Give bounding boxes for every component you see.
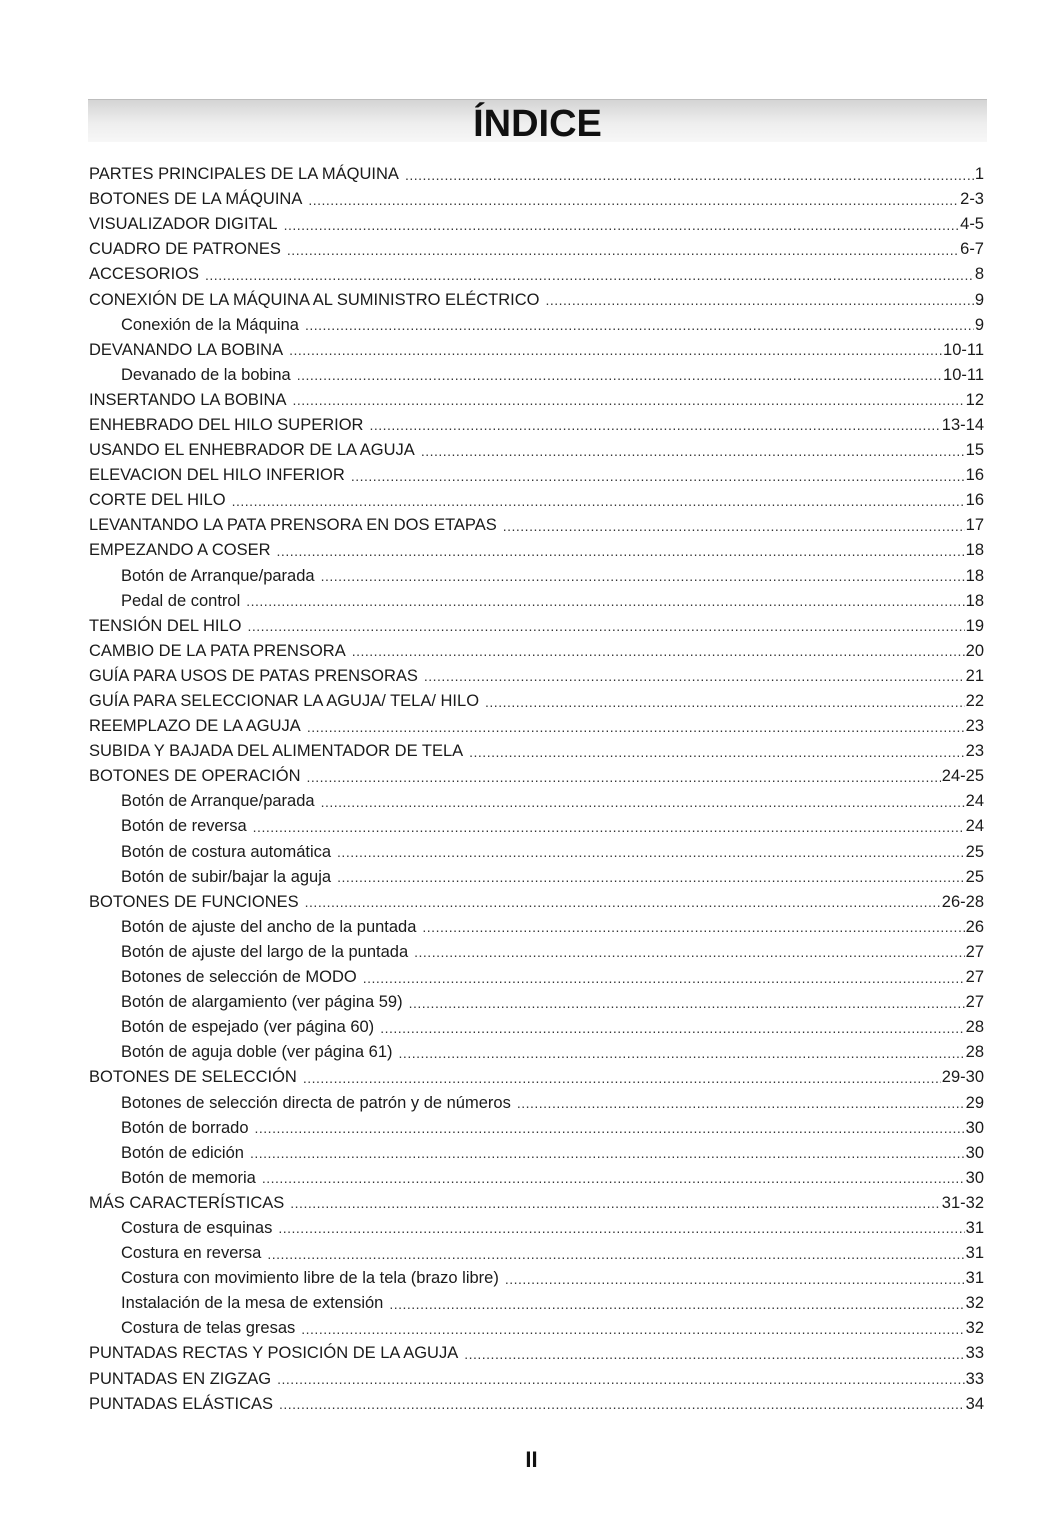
toc-entry — [89, 1341, 984, 1366]
toc-dot-leader — [545, 291, 973, 309]
toc-entry — [89, 764, 984, 789]
toc-entry-page: 16 — [965, 491, 984, 510]
toc-dot-leader — [505, 1270, 965, 1288]
toc-entry-label: DEVANANDO LA BOBINA — [89, 340, 284, 359]
toc-entry-page: 28 — [965, 1018, 984, 1037]
toc-subentry — [89, 814, 984, 839]
toc-entry-label: ACCESORIOS — [89, 265, 200, 284]
toc-entry-label: BOTONES DE OPERACIÓN — [89, 767, 301, 786]
toc-entry-label: MÁS CARACTERÍSTICAS — [89, 1193, 285, 1212]
toc-subentry — [89, 940, 984, 965]
toc-dot-leader — [321, 567, 965, 585]
toc-dot-leader — [301, 1320, 964, 1338]
toc-entry-label: Devanado de la bobina — [121, 365, 291, 384]
toc-entry-page: 34 — [965, 1394, 984, 1413]
toc-dot-leader — [255, 1119, 965, 1137]
toc-subentry — [89, 564, 984, 589]
toc-entry — [89, 614, 984, 639]
toc-dot-leader — [399, 1044, 965, 1062]
toc-dot-leader — [424, 667, 965, 685]
toc-dot-leader — [303, 1069, 941, 1087]
toc-subentry — [89, 1166, 984, 1191]
toc-entry-label: VISUALIZADOR DIGITAL — [89, 215, 278, 234]
toc-entry — [89, 287, 984, 312]
toc-dot-leader — [205, 266, 974, 284]
toc-entry-page: 29 — [965, 1093, 984, 1112]
toc-entry-label: ELEVACION DEL HILO INFERIOR — [89, 466, 345, 485]
toc-entry — [89, 488, 984, 513]
toc-subentry — [89, 1241, 984, 1266]
toc-dot-leader — [287, 241, 959, 259]
toc-dot-leader — [305, 893, 941, 911]
toc-entry-page: 8 — [974, 265, 984, 284]
toc-entry-label: CAMBIO DE LA PATA PRENSORA — [89, 641, 346, 660]
toc-entry — [89, 890, 984, 915]
toc-dot-leader — [284, 216, 960, 234]
toc-entry-page: 18 — [965, 541, 984, 560]
toc-subentry — [89, 1015, 984, 1040]
toc-entry — [89, 463, 984, 488]
toc-entry — [89, 413, 984, 438]
toc-entry-label: Costura de telas gresas — [121, 1319, 296, 1338]
toc-dot-leader — [352, 642, 965, 660]
toc-dot-leader — [414, 943, 965, 961]
toc-entry-page: 18 — [965, 591, 984, 610]
toc-entry-label: Costura con movimiento libre de la tela (brazo libre) — [121, 1269, 499, 1288]
toc-dot-leader — [307, 718, 965, 736]
toc-entry — [89, 262, 984, 287]
toc-dot-leader — [308, 191, 959, 209]
toc-entry-page: 29-30 — [941, 1068, 984, 1087]
toc-entry-page: 30 — [965, 1168, 984, 1187]
toc-entry — [89, 162, 984, 187]
toc-entry-label: Botón de costura automática — [121, 842, 332, 861]
toc-entry-page: 31 — [965, 1269, 984, 1288]
toc-entry — [89, 187, 984, 212]
toc-entry-label: Instalación de la mesa de extensión — [121, 1294, 384, 1313]
toc-entry-page: 26 — [965, 917, 984, 936]
toc-entry-page: 23 — [965, 742, 984, 761]
toc-entry — [89, 538, 984, 563]
toc-subentry — [89, 1266, 984, 1291]
toc-subentry — [89, 1316, 984, 1341]
toc-entry-label: Botón de ajuste del largo de la puntada — [121, 942, 409, 961]
toc-dot-leader — [422, 918, 964, 936]
toc-entry — [89, 388, 984, 413]
toc-entry-page: 31 — [965, 1244, 984, 1263]
toc-dot-leader — [405, 166, 974, 184]
toc-entry-page: 22 — [965, 692, 984, 711]
toc-entry — [89, 237, 984, 262]
toc-dot-leader — [321, 793, 965, 811]
table-of-contents — [89, 162, 984, 1417]
toc-entry-label: USANDO EL ENHEBRADOR DE LA AGUJA — [89, 441, 415, 460]
toc-entry — [89, 639, 984, 664]
toc-entry-page: 9 — [974, 315, 984, 334]
toc-subentry — [89, 589, 984, 614]
toc-dot-leader — [380, 1019, 964, 1037]
toc-entry-label: REEMPLAZO DE LA AGUJA — [89, 717, 301, 736]
toc-entry-label: INSERTANDO LA BOBINA — [89, 390, 287, 409]
toc-entry-page: 25 — [965, 867, 984, 886]
toc-entry-label: Botón de ajuste del ancho de la puntada — [121, 917, 417, 936]
toc-dot-leader — [409, 994, 965, 1012]
toc-entry — [89, 714, 984, 739]
toc-entry-label: SUBIDA Y BAJADA DEL ALIMENTADOR DE TELA — [89, 742, 464, 761]
toc-dot-leader — [297, 366, 942, 384]
toc-entry-label: Botones de selección de MODO — [121, 968, 357, 987]
toc-dot-leader — [337, 868, 965, 886]
toc-entry-page: 2-3 — [960, 190, 984, 209]
toc-entry-label: BOTONES DE SELECCIÓN — [89, 1068, 297, 1087]
toc-entry-label: Botón de Arranque/parada — [121, 566, 315, 585]
toc-dot-leader — [278, 1219, 964, 1237]
toc-entry-label: Botón de espejado (ver página 60) — [121, 1018, 375, 1037]
toc-entry — [89, 438, 984, 463]
toc-entry-page: 27 — [965, 942, 984, 961]
toc-entry-page: 25 — [965, 842, 984, 861]
toc-subentry — [89, 313, 984, 338]
toc-entry — [89, 1191, 984, 1216]
toc-dot-leader — [232, 492, 965, 510]
toc-dot-leader — [267, 1245, 964, 1263]
toc-dot-leader — [277, 542, 965, 560]
toc-entry-page: 24-25 — [941, 767, 984, 786]
toc-entry-page: 6-7 — [960, 240, 984, 259]
toc-dot-leader — [307, 768, 941, 786]
toc-entry-page: 19 — [965, 616, 984, 635]
toc-entry-page: 30 — [965, 1118, 984, 1137]
toc-dot-leader — [262, 1169, 965, 1187]
toc-entry-label: ENHEBRADO DEL HILO SUPERIOR — [89, 415, 364, 434]
toc-entry-page: 1 — [974, 165, 984, 184]
toc-entry-label: GUÍA PARA SELECCIONAR LA AGUJA/ TELA/ HILO — [89, 692, 480, 711]
title-bar — [88, 99, 987, 145]
toc-dot-leader — [290, 1194, 941, 1212]
toc-subentry — [89, 1291, 984, 1316]
page-title: ÍNDICE — [473, 103, 602, 145]
toc-dot-leader — [248, 617, 965, 635]
toc-dot-leader — [246, 592, 964, 610]
toc-subentry — [89, 865, 984, 890]
toc-entry-label: CONEXIÓN DE LA MÁQUINA AL SUMINISTRO ELÉCTRICO — [89, 290, 540, 309]
toc-subentry — [89, 915, 984, 940]
toc-entry-page: 20 — [965, 641, 984, 660]
toc-subentry — [89, 1090, 984, 1115]
toc-subentry — [89, 990, 984, 1015]
toc-subentry — [89, 1116, 984, 1141]
toc-entry-page: 32 — [965, 1319, 984, 1338]
toc-entry-page: 4-5 — [960, 215, 984, 234]
toc-subentry — [89, 1141, 984, 1166]
toc-subentry — [89, 840, 984, 865]
toc-dot-leader — [292, 391, 964, 409]
toc-entry-page: 31-32 — [941, 1193, 984, 1212]
toc-entry-page: 17 — [965, 516, 984, 535]
toc-entry-page: 33 — [965, 1344, 984, 1363]
toc-entry-label: Botón de aguja doble (ver página 61) — [121, 1043, 393, 1062]
toc-entry — [89, 664, 984, 689]
toc-entry-label: BOTONES DE FUNCIONES — [89, 892, 299, 911]
toc-entry-label: Costura en reversa — [121, 1244, 262, 1263]
toc-entry-page: 23 — [965, 717, 984, 736]
toc-subentry — [89, 363, 984, 388]
toc-entry — [89, 212, 984, 237]
toc-entry-page: 33 — [965, 1369, 984, 1388]
toc-dot-leader — [277, 1370, 965, 1388]
toc-entry-label: Pedal de control — [121, 591, 241, 610]
toc-entry-label: EMPEZANDO A COSER — [89, 541, 271, 560]
toc-entry-page: 21 — [965, 666, 984, 685]
toc-dot-leader — [363, 969, 965, 987]
toc-entry-label: Botón de alargamiento (ver página 59) — [121, 993, 403, 1012]
toc-entry-page: 18 — [965, 566, 984, 585]
toc-entry-label: BOTONES DE LA MÁQUINA — [89, 190, 303, 209]
toc-entry-label: CORTE DEL HILO — [89, 491, 226, 510]
toc-entry-label: GUÍA PARA USOS DE PATAS PRENSORAS — [89, 666, 418, 685]
toc-dot-leader — [250, 1144, 965, 1162]
toc-entry-label: Botón de Arranque/parada — [121, 792, 315, 811]
toc-entry-page: 13-14 — [941, 415, 984, 434]
toc-entry-page: 24 — [965, 817, 984, 836]
toc-subentry — [89, 1040, 984, 1065]
toc-dot-leader — [289, 341, 942, 359]
toc-entry-label: PUNTADAS ELÁSTICAS — [89, 1394, 273, 1413]
toc-entry-page: 10-11 — [943, 365, 984, 384]
toc-dot-leader — [253, 818, 965, 836]
toc-dot-leader — [421, 442, 965, 460]
toc-entry-label: Botones de selección directa de patrón y de números — [121, 1093, 511, 1112]
toc-dot-leader — [369, 416, 940, 434]
toc-entry — [89, 338, 984, 363]
toc-entry-label: LEVANTANDO LA PATA PRENSORA EN DOS ETAPAS — [89, 516, 497, 535]
toc-dot-leader — [279, 1395, 965, 1413]
toc-dot-leader — [337, 843, 965, 861]
toc-dot-leader — [351, 467, 965, 485]
toc-subentry — [89, 965, 984, 990]
toc-entry — [89, 689, 984, 714]
toc-entry — [89, 739, 984, 764]
toc-entry-page: 9 — [974, 290, 984, 309]
toc-entry-label: Botón de borrado — [121, 1118, 249, 1137]
page-number: II — [525, 1447, 538, 1472]
toc-entry-label: PUNTADAS EN ZIGZAG — [89, 1369, 272, 1388]
toc-entry-page: 31 — [965, 1218, 984, 1237]
toc-entry-page: 32 — [965, 1294, 984, 1313]
toc-dot-leader — [485, 693, 965, 711]
toc-entry-label: TENSIÓN DEL HILO — [89, 616, 242, 635]
toc-dot-leader — [464, 1345, 964, 1363]
toc-entry-label: Conexión de la Máquina — [121, 315, 299, 334]
toc-dot-leader — [503, 517, 965, 535]
toc-entry — [89, 1392, 984, 1417]
toc-entry-page: 15 — [965, 441, 984, 460]
toc-entry — [89, 1065, 984, 1090]
toc-entry-page: 27 — [965, 993, 984, 1012]
toc-entry-label: PARTES PRINCIPALES DE LA MÁQUINA — [89, 165, 399, 184]
toc-entry-label: Botón de reversa — [121, 817, 247, 836]
toc-entry-page: 30 — [965, 1143, 984, 1162]
toc-entry-page: 28 — [965, 1043, 984, 1062]
toc-entry-page: 27 — [965, 968, 984, 987]
toc-subentry — [89, 1216, 984, 1241]
toc-entry-page: 12 — [965, 390, 984, 409]
toc-dot-leader — [517, 1094, 965, 1112]
toc-entry-label: Botón de subir/bajar la aguja — [121, 867, 332, 886]
toc-entry — [89, 513, 984, 538]
toc-dot-leader — [305, 316, 974, 334]
toc-entry — [89, 1367, 984, 1392]
toc-subentry — [89, 789, 984, 814]
toc-entry-label: PUNTADAS RECTAS Y POSICIÓN DE LA AGUJA — [89, 1344, 459, 1363]
toc-dot-leader — [469, 743, 965, 761]
toc-entry-page: 26-28 — [941, 892, 984, 911]
toc-entry-page: 10-11 — [943, 340, 984, 359]
toc-entry-label: Costura de esquinas — [121, 1218, 273, 1237]
toc-entry-label: Botón de memoria — [121, 1168, 256, 1187]
toc-dot-leader — [389, 1295, 964, 1313]
toc-entry-page: 24 — [965, 792, 984, 811]
toc-entry-label: Botón de edición — [121, 1143, 244, 1162]
toc-entry-page: 16 — [965, 466, 984, 485]
toc-entry-label: CUADRO DE PATRONES — [89, 240, 281, 259]
